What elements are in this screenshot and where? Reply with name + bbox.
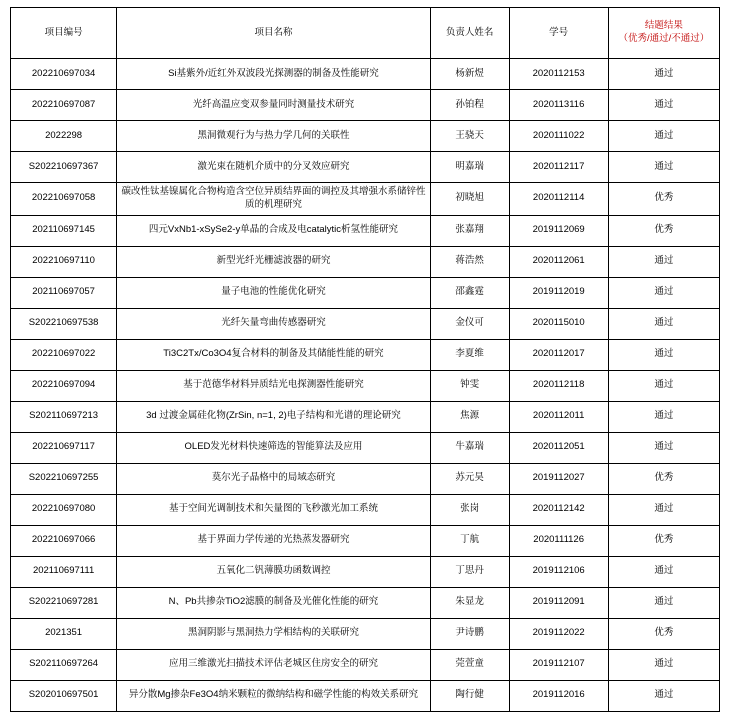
cell-leader: 尹诗鹏 [430,618,509,649]
cell-result: 优秀 [608,215,719,246]
table-row [11,556,720,587]
cell-leader: 焦源 [430,401,509,432]
cell-leader: 李夏维 [430,339,509,370]
cell-leader: 莞萱童 [430,649,509,680]
cell-result: 通过 [608,432,719,463]
project-results-table [10,7,720,712]
table-row [11,463,720,494]
cell-result: 通过 [608,121,719,152]
table-row [11,90,720,121]
cell-student-id: 2020112011 [509,401,608,432]
cell-project-no: 2022298 [11,121,117,152]
cell-project-name: N、Pb共掺杂TiO2滤膜的制备及光催化性能的研究 [117,587,431,618]
cell-student-id: 2019112107 [509,649,608,680]
cell-result: 通过 [608,556,719,587]
cell-project-name: 量子电池的性能优化研究 [117,277,431,308]
cell-project-name: 基于空间光调制技术和矢量图的飞秒激光加工系统 [117,494,431,525]
cell-project-no: 202210697022 [11,339,117,370]
cell-student-id: 2019112091 [509,587,608,618]
table-row [11,680,720,711]
cell-project-no: S202110697213 [11,401,117,432]
cell-leader: 钟雯 [430,370,509,401]
cell-leader: 丁思丹 [430,556,509,587]
table-header [11,8,720,59]
cell-leader: 金仪可 [430,308,509,339]
column-header-result-line2: （优秀/通过/不通过） [618,33,710,44]
cell-project-name: Ti3C2Tx/Co3O4复合材料的制备及其储能性能的研究 [117,339,431,370]
cell-leader: 邵鑫霆 [430,277,509,308]
table-row [11,401,720,432]
table-row [11,432,720,463]
cell-student-id: 2020111022 [509,121,608,152]
cell-project-no: 202110697145 [11,215,117,246]
cell-result: 通过 [608,59,719,90]
cell-result: 优秀 [608,618,719,649]
cell-result: 通过 [608,308,719,339]
cell-project-name: 激光束在随机介质中的分叉效应研究 [117,152,431,183]
cell-project-no: 202210697094 [11,370,117,401]
table-row [11,152,720,183]
cell-project-name: 碳改性钛基镍属化合物构造含空位异质结界面的调控及其增强水系储锌性质的机理研究 [117,183,431,216]
cell-leader: 蒋浩然 [430,246,509,277]
cell-project-name: 新型光纤光栅滤波器的研究 [117,246,431,277]
table-header-row [11,8,720,59]
cell-leader: 初晓旭 [430,183,509,216]
cell-project-name: 四元VxNb1-xSySe2-y单晶的合成及电catalytic析氢性能研究 [117,215,431,246]
cell-student-id: 2020112061 [509,246,608,277]
cell-result: 通过 [608,649,719,680]
column-header-leader: 负责人姓名 [430,8,509,59]
cell-project-name: 黑洞阴影与黑洞热力学相结构的关联研究 [117,618,431,649]
cell-project-name: 3d 过渡金属硅化物(ZrSin, n=1, 2)电子结构和光谱的理论研究 [117,401,431,432]
cell-project-no: S202110697264 [11,649,117,680]
column-header-result-line1: 结题结果 [644,20,683,32]
cell-project-name: 五氧化二钒薄膜功函数调控 [117,556,431,587]
cell-project-no: S202210697255 [11,463,117,494]
table-row [11,59,720,90]
table-row [11,277,720,308]
cell-leader: 朱显龙 [430,587,509,618]
cell-result: 通过 [608,90,719,121]
cell-student-id: 2020115010 [509,308,608,339]
cell-project-no: S202210697367 [11,152,117,183]
cell-student-id: 2020111126 [509,525,608,556]
cell-project-no: 202210697117 [11,432,117,463]
cell-project-no: S202010697501 [11,680,117,711]
cell-project-name: 黑洞微观行为与热力学几何的关联性 [117,121,431,152]
cell-leader: 张嘉翔 [430,215,509,246]
cell-result: 通过 [608,587,719,618]
cell-student-id: 2020112117 [509,152,608,183]
cell-result: 通过 [608,152,719,183]
cell-result: 优秀 [608,525,719,556]
cell-project-no: 202210697066 [11,525,117,556]
table-row [11,183,720,216]
cell-student-id: 2020112017 [509,339,608,370]
cell-project-no: 2021351 [11,618,117,649]
table-row [11,121,720,152]
column-header-student-id: 学号 [509,8,608,59]
cell-result: 通过 [608,494,719,525]
table-row [11,246,720,277]
column-header-result [608,8,719,59]
cell-student-id: 2020112051 [509,432,608,463]
cell-leader: 明嘉瑞 [430,152,509,183]
cell-project-name: 莫尔光子晶格中的局域态研究 [117,463,431,494]
cell-project-no: 202210697034 [11,59,117,90]
cell-project-no: 202210697058 [11,183,117,216]
cell-leader: 张岗 [430,494,509,525]
table-body [11,59,720,712]
cell-student-id: 2020112118 [509,370,608,401]
cell-student-id: 2019112016 [509,680,608,711]
cell-result: 通过 [608,370,719,401]
cell-student-id: 2019112022 [509,618,608,649]
cell-leader: 丁航 [430,525,509,556]
cell-project-no: 202110697057 [11,277,117,308]
cell-project-no: S202210697538 [11,308,117,339]
cell-project-name: 基于界面力学传递的光热蒸发器研究 [117,525,431,556]
cell-result: 通过 [608,339,719,370]
cell-project-no: 202210697087 [11,90,117,121]
cell-project-name: OLED发光材料快速筛选的智能算法及应用 [117,432,431,463]
cell-result: 通过 [608,401,719,432]
table-row [11,525,720,556]
cell-result: 优秀 [608,183,719,216]
table-row [11,494,720,525]
cell-result: 优秀 [608,463,719,494]
cell-student-id: 2020113116 [509,90,608,121]
cell-result: 通过 [608,246,719,277]
cell-project-name: 异分散Mg掺杂Fe3O4纳米颗粒的微纳结构和磁学性能的构效关系研究 [117,680,431,711]
cell-student-id: 2019112019 [509,277,608,308]
column-header-project-no: 项目编号 [11,8,117,59]
cell-project-name: 光纤矢量弯曲传感器研究 [117,308,431,339]
cell-leader: 陶行健 [430,680,509,711]
cell-student-id: 2020112114 [509,183,608,216]
table-row [11,215,720,246]
cell-project-name: 光纤高温应变双参量同时测量技术研究 [117,90,431,121]
cell-project-no: 202210697080 [11,494,117,525]
cell-leader: 苏元昊 [430,463,509,494]
cell-result: 通过 [608,680,719,711]
cell-project-no: 202110697111 [11,556,117,587]
table-row [11,587,720,618]
cell-project-name: 应用三维激光扫描技术评估老城区住房安全的研究 [117,649,431,680]
cell-student-id: 2019112106 [509,556,608,587]
table-row [11,649,720,680]
table-row [11,370,720,401]
cell-project-name: 基于范德华材料异质结光电探测器性能研究 [117,370,431,401]
cell-student-id: 2020112153 [509,59,608,90]
cell-result: 通过 [608,277,719,308]
table-row [11,339,720,370]
cell-student-id: 2019112069 [509,215,608,246]
cell-student-id: 2019112027 [509,463,608,494]
cell-project-no: 202210697110 [11,246,117,277]
table-row [11,618,720,649]
table-row [11,308,720,339]
cell-leader: 杨新煜 [430,59,509,90]
column-header-project-name: 项目名称 [117,8,431,59]
cell-leader: 牛嘉瑞 [430,432,509,463]
cell-leader: 王骁天 [430,121,509,152]
cell-leader: 孙铂程 [430,90,509,121]
cell-project-name: Si基紫外/近红外双波段光探测器的制备及性能研究 [117,59,431,90]
cell-project-no: S202210697281 [11,587,117,618]
cell-student-id: 2020112142 [509,494,608,525]
